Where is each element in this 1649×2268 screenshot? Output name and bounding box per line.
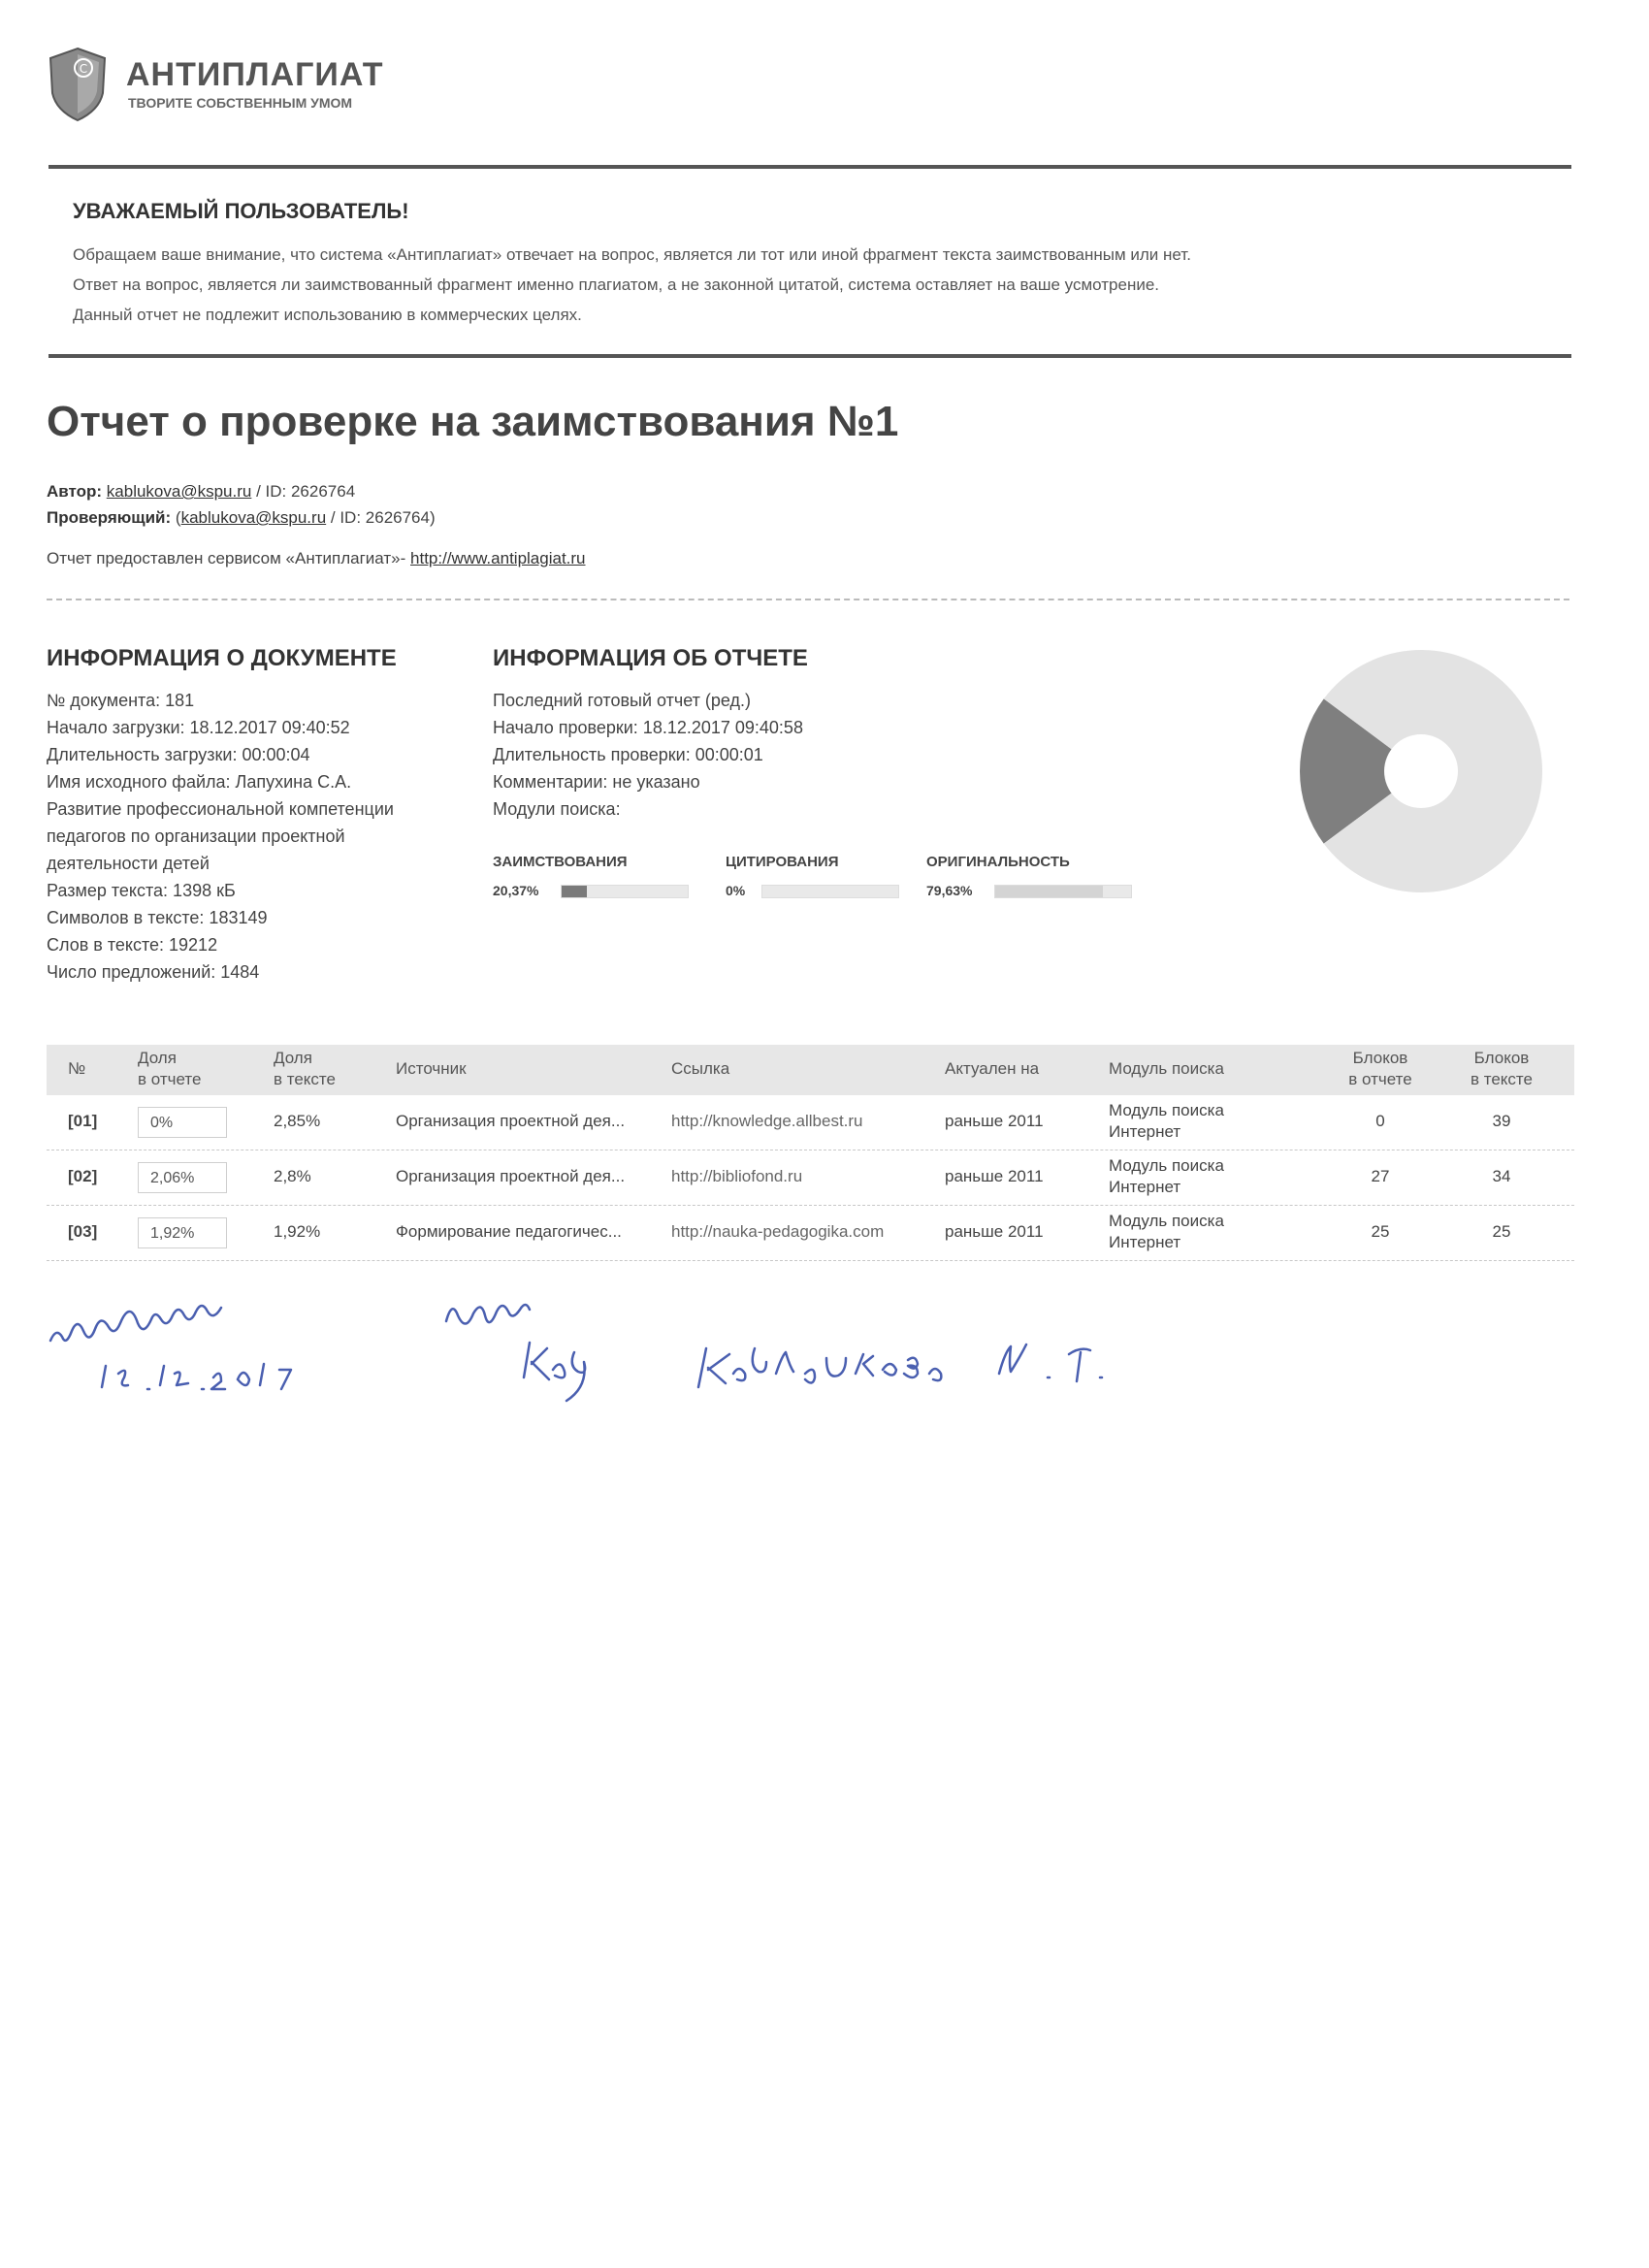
search-module-line1: Модуль поиска [1109,1101,1224,1119]
row-num: [01] [68,1112,98,1130]
service-text: Отчет предоставлен сервисом «Антиплагиат»- [47,549,406,567]
checker-paren: ( [175,508,181,527]
header-blocks-report-line1: Блоков [1352,1049,1408,1067]
table-row[interactable] [47,1206,1574,1261]
header-share-report-line2: в отчете [138,1070,202,1088]
notice-line: Данный отчет не подлежит использованию в коммерческих целях. [73,306,582,324]
checker-id: / ID: 2626764) [330,508,436,527]
source-link[interactable]: http://knowledge.allbest.ru [671,1112,863,1130]
row-num: [03] [68,1222,98,1241]
blocks-report: 0 [1375,1112,1385,1130]
actual-date: раньше 2011 [945,1222,1044,1241]
report-info-line: Длительность проверки: 00:00:01 [493,745,763,764]
document-info-line: Развитие профессиональной компетенции [47,799,394,819]
author-email-link[interactable]: kablukova@kspu.ru [106,482,252,501]
sources-table [47,1045,1574,1261]
originality-pie-chart [1290,640,1552,902]
document-info-line: Размер текста: 1398 кБ [47,881,236,900]
header-share-report[interactable] [138,1048,201,1090]
table-header [47,1045,1574,1095]
service-url-link[interactable]: http://www.antiplagiat.ru [410,549,586,567]
document-info-line: Символов в тексте: 183149 [47,908,268,927]
notice-title: УВАЖАЕМЫЙ ПОЛЬЗОВАТЕЛЬ! [73,199,409,223]
brand-tagline: ТВОРИТЕ СОБСТВЕННЫМ УМОМ [128,95,353,111]
search-module-line2: Интернет [1109,1122,1181,1141]
document-info-line: Начало загрузки: 18.12.2017 09:40:52 [47,718,350,737]
share-report-box[interactable]: 1,92% [138,1217,227,1248]
row-num: [02] [68,1167,98,1185]
header-blocks-report-line2: в отчете [1348,1070,1412,1088]
search-module [1109,1155,1224,1198]
source-link[interactable]: http://bibliofond.ru [671,1167,803,1185]
shield-copyright-icon [47,47,109,122]
document-info-line: Имя исходного файла: Лапухина С.А. [47,772,352,792]
actual-date: раньше 2011 [945,1167,1044,1185]
checker-label: Проверяющий: [47,508,172,527]
header-actual[interactable]: Актуален на [945,1059,1040,1078]
author-id: / ID: 2626764 [256,482,356,501]
metric-label-borrowings: ЗАИМСТВОВАНИЯ [493,854,628,870]
header-blocks-text-line2: в тексте [1471,1070,1533,1088]
notice-line: Ответ на вопрос, является ли заимствованный фрагмент именно плагиатом, а не законной цитатой, система оставляет на ваше усмотрение. [73,275,1160,294]
search-module-line2: Интернет [1109,1178,1181,1196]
meta-divider [47,599,1569,600]
metric-value-borrowings: 20,37% [493,883,539,898]
handwritten-signature [39,1280,1164,1436]
notice-line: Обращаем ваше внимание, что система «Антиплагиат» отвечает на вопрос, является ли тот или иной фрагмент текста заимствованным или нет. [73,245,1191,264]
blocks-report: 27 [1371,1167,1390,1185]
header-source[interactable]: Источник [396,1059,467,1078]
share-report-box[interactable]: 0% [138,1107,227,1138]
blocks-text: 34 [1492,1167,1511,1185]
blocks-report: 25 [1371,1222,1390,1241]
checker-line [47,508,436,528]
service-line [47,549,586,568]
document-info-line: педагогов по организации проектной [47,826,345,846]
metric-label-originality: ОРИГИНАЛЬНОСТЬ [926,854,1070,870]
report-info-line: Начало проверки: 18.12.2017 09:40:58 [493,718,803,737]
share-report-box[interactable]: 2,06% [138,1162,227,1193]
document-info-line: Число предложений: 1484 [47,962,260,982]
search-module-line1: Модуль поиска [1109,1156,1224,1175]
header-module[interactable]: Модуль поиска [1109,1059,1224,1078]
header-blocks-text-line1: Блоков [1473,1049,1530,1067]
document-info-line: Длительность загрузки: 00:00:04 [47,745,310,764]
brand-name: АНТИПЛАГИАТ [126,56,384,93]
top-divider [48,165,1571,169]
table-row[interactable] [47,1150,1574,1206]
search-module [1109,1211,1224,1253]
header-link[interactable]: Ссылка [671,1059,730,1078]
search-module [1109,1100,1224,1143]
document-info-line: Слов в тексте: 19212 [47,935,218,955]
metric-label-citations: ЦИТИРОВАНИЯ [726,854,839,870]
metric-bar-borrowings [561,885,689,898]
source-link[interactable]: http://nauka-pedagogika.com [671,1222,885,1241]
document-info-title: ИНФОРМАЦИЯ О ДОКУМЕНТЕ [47,645,397,671]
header-share-text[interactable] [274,1048,336,1090]
search-module-line2: Интернет [1109,1233,1181,1251]
author-line [47,482,355,502]
metric-fill-originality [995,886,1103,897]
header-share-text-line1: Доля [274,1049,312,1067]
document-info-line: № документа: 181 [47,691,195,710]
source-title[interactable]: Организация проектной дея... [396,1167,626,1185]
blocks-text: 25 [1492,1222,1511,1241]
report-info-line: Последний готовый отчет (ред.) [493,691,752,710]
pie-center-hole [1384,734,1458,808]
search-module-line1: Модуль поиска [1109,1212,1224,1230]
header-blocks-text[interactable] [1453,1048,1550,1090]
report-info-line: Модули поиска: [493,799,621,819]
source-title[interactable]: Формирование педагогичес... [396,1222,622,1241]
source-title[interactable]: Организация проектной дея... [396,1112,626,1130]
share-text: 2,85% [274,1112,321,1130]
metric-value-citations: 0% [726,883,746,898]
metric-fill-borrowings [562,886,587,897]
metric-bar-originality [994,885,1132,898]
metric-bar-citations [761,885,899,898]
author-label: Автор: [47,482,103,501]
notice-divider [48,354,1571,358]
actual-date: раньше 2011 [945,1112,1044,1130]
svg-text:C: C [79,62,88,76]
report-info-title: ИНФОРМАЦИЯ ОБ ОТЧЕТЕ [493,645,808,671]
header-blocks-report[interactable] [1332,1048,1429,1090]
header-share-text-line2: в тексте [274,1070,336,1088]
checker-email-link[interactable]: kablukova@kspu.ru [180,508,327,527]
metric-value-originality: 79,63% [926,883,973,898]
header-share-report-line1: Доля [138,1049,177,1067]
report-info-line: Комментарии: не указано [493,772,700,792]
report-title: Отчет о проверке на заимствования №1 [47,398,899,445]
document-info-line: деятельности детей [47,854,210,873]
share-text: 1,92% [274,1222,321,1241]
table-row[interactable] [47,1095,1574,1150]
blocks-text: 39 [1492,1112,1511,1130]
share-text: 2,8% [274,1167,311,1185]
header-num: № [68,1059,86,1078]
handwritten-strokes [50,1305,1102,1401]
